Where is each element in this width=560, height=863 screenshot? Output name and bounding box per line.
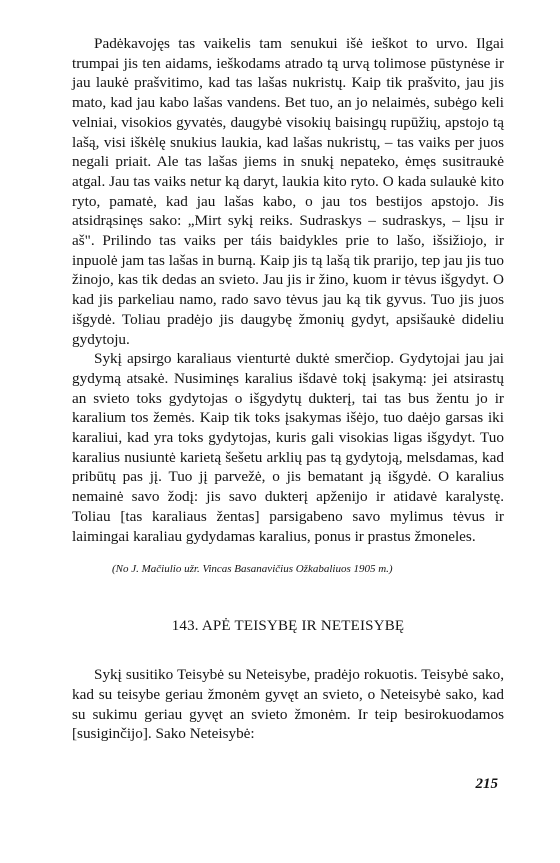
story-paragraph: Padėkavojęs tas vaikelis tam senukui išė ieškot to urvo. Ilgai trumpai jis ten aidams, ieškodams atrado tą urvą tolimose pūstynėse ir jau laukė prašvitimo, kad tas lašas nukristų. Kaip tik prašvito, jau jis mato, kad jau kabo lašas vandens. Bet tuo, an jo nelaimės, subėgo keli velniai, visokios gyvatės, daugybė visokių baisingų rupūžių, apstojo tą lašą, visi iškėlę snukius laukia, kad lašas nukristų, – tas vaiks per juos negali priait. Ale tas lašas jiems in snukį nepateko, ėmęs susitraukė atgal. Jau tas vaiks netur ką daryt, laukia kito ryto. O kada sulaukė kito ryto, pamatė, kad jau lašas kabo, o jau tos bestijos apstojo. Jis atsidrąsinęs sako: „Mirt sykį reiks. Sudraskys – sudraskys, – lįsu ir aš". Prilindo tas vaiks per táis baidykles prie to lašo, išsižiojo, ir inpuolė jam tas lašas in burną. Kaip jis tą lašą tik prarijo, tep jau jis tuo žinojo, kas tik dedas an svieto. Jau jis ir žino, kuom ir tėvus išgydyt. O kad jis parkeliau namo, rado savo tėvus jau ką tik gyvus. Tuo jis juos išgydė. Toliau pradėjo jis daugybę žmonių gydyt, apsišaukė dideliu gydytoju. [72,35,504,348]
page-number: 215 [475,776,498,792]
book-page [72,34,504,744]
story-heading: 143. APĖ TEISYBĘ IR NETEISYBĘ [171,618,405,635]
story-paragraph: Sykį apsirgo karaliaus vienturtė duktė smerčiop. Gydytojai jau jai gydymą atsakė. Nusiminęs karalius išdavė tokį įsakymą: jei atsirastų an svieto toks gydytojas o išgydytų dukterį, tai tas bus žentu jo ir karalium tos žemės. Kaip tik toks įsakymas išėjo, tuo daėjo garsas iki karaliui, kad yra toks gydytojas, kuris gali visokias ligas išgydyt. Tuo karalius nusiuntė karietą šešetu arklių pas tą gydytoją, melsdamas, kad pribūtų pas jį. Tuo jį parvežė, o jis bematant ją išgydė. O karalius nemainė savo žodį: jis savo dukterį apženijo ir atidavė karalystę. Toliau [tas karaliaus žentas] parsigabeno savo mylimus tėvus ir laimingai karaliau gydydamas karalius, ponus ir prastus žmoneles. [72,350,504,545]
story-paragraph: Sykį susitiko Teisybė su Neteisybe, pradėjo rokuotis. Teisybė sako, kad su teisybe geriau žmonėm gyvęt an svieto, o Neteisybė sako, kad su sukimu geriau gyvęt an svieto žmonėm. Ir teip besirokuodamos [susiginčijo]. Sako Neteisybė: [72,666,504,743]
source-note: (No J. Mačiulio užr. Vincas Basanavičius Ožkabaliuos 1905 m.) [112,563,393,576]
